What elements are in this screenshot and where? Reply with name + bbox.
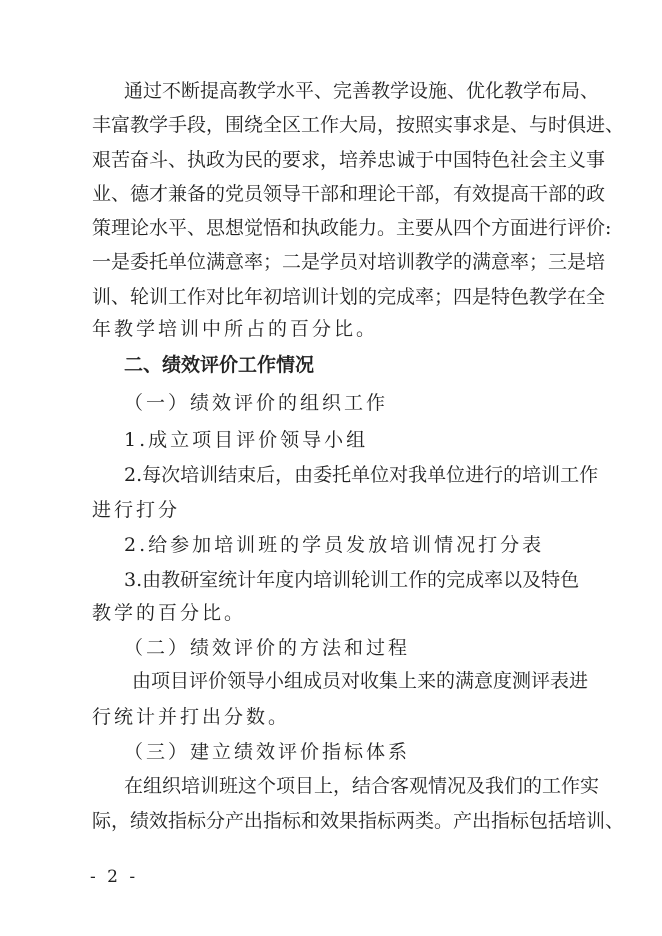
subsection-heading: （三）建立绩效评价指标体系 bbox=[124, 741, 411, 763]
paragraph-line: 际，绩效指标分产出指标和效果指标两类。产出指标包括培训、 bbox=[92, 810, 625, 832]
paragraph-line: 一是委托单位满意率；二是学员对培训教学的满意率；三是培 bbox=[92, 251, 606, 273]
subsection-heading: （二）绩效评价的方法和过程 bbox=[124, 637, 411, 659]
section-heading: 二、绩效评价工作情况 bbox=[124, 354, 315, 376]
paragraph-line: 通过不断提高教学水平、完善教学设施、优化教学布局、 bbox=[124, 80, 600, 102]
paragraph-line: 训、轮训工作对比年初培训计划的完成率；四是特色教学在全 bbox=[92, 286, 606, 308]
list-item-continued: 进行打分 bbox=[92, 499, 181, 521]
paragraph-line: 年教学培训中所占的百分比。 bbox=[92, 318, 379, 340]
list-item: 1.成立项目评价领导小组 bbox=[124, 429, 369, 451]
paragraph-line: 丰富教学手段，围绕全区工作大局，按照实事求是、与时俱进、 bbox=[92, 114, 625, 136]
page-number: - 2 - bbox=[90, 867, 139, 887]
paragraph-line: 业、德才兼备的党员领导干部和理论干部，有效提高干部的政 bbox=[92, 183, 606, 205]
list-item: 3.由教研室统计年度内培训轮训工作的完成率以及特色 bbox=[124, 569, 580, 591]
paragraph-line: 在组织培训班这个项目上，结合客观情况及我们的工作实 bbox=[124, 775, 600, 797]
paragraph-line: 策理论水平、思想觉悟和执政能力。主要从四个方面进行评价: bbox=[92, 217, 612, 239]
paragraph-line: 行统计并打出分数。 bbox=[92, 706, 291, 728]
list-item: 2.每次培训结束后，由委托单位对我单位进行的培训工作 bbox=[124, 464, 599, 486]
paragraph-line: 由项目评价领导小组成员对收集上来的满意度测评表进 bbox=[132, 670, 589, 692]
paragraph-line: 艰苦奋斗、执政为民的要求，培养忠诚于中国特色社会主义事 bbox=[92, 149, 606, 171]
list-item-continued: 教学的百分比。 bbox=[92, 602, 247, 624]
subsection-heading: （一）绩效评价的组织工作 bbox=[124, 392, 389, 414]
list-item: 2.给参加培训班的学员发放培训情况打分表 bbox=[124, 534, 545, 556]
